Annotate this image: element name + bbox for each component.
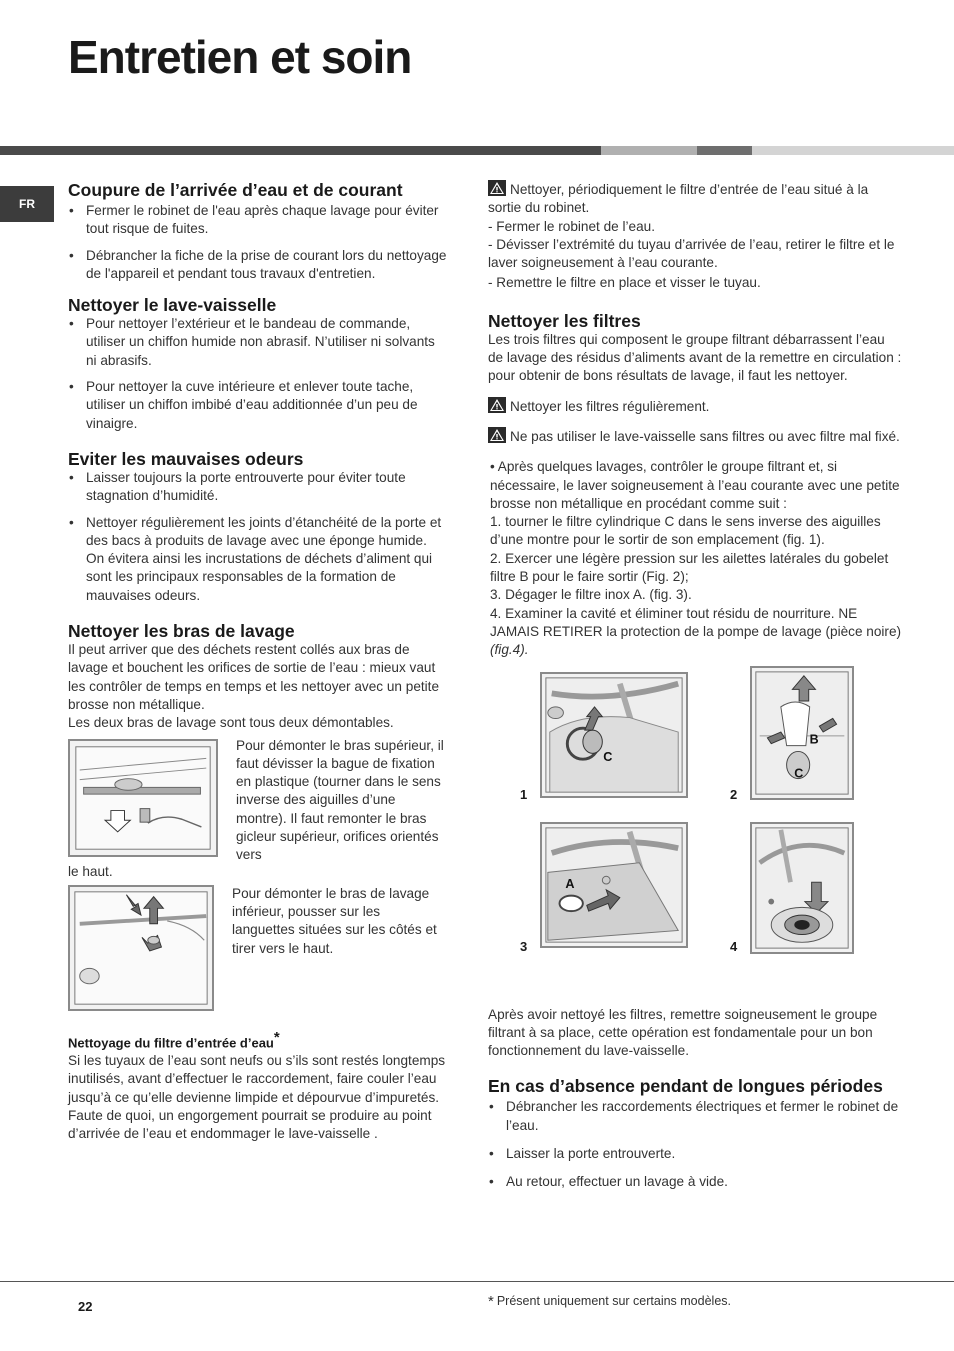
section-heading-clean-dishwasher: Nettoyer le lave-vaisselle [68, 295, 277, 316]
filter-figures [488, 672, 902, 972]
header-color-bar [0, 146, 954, 155]
section-heading-absence: En cas d’absence pendant de longues périodes [488, 1076, 883, 1097]
left-column [68, 180, 448, 1144]
section-heading-water-power: Coupure de l’arrivée d’eau et de courant [68, 180, 403, 200]
page-number: 22 [78, 1299, 93, 1314]
instruction-line: - Fermer le robinet de l’eau. [488, 218, 655, 234]
right-column [488, 180, 902, 1200]
figure-4 [750, 822, 854, 954]
paragraph: Si les tuyaux de l’eau sont neufs ou s’ils sont restés longtemps inutilisés, avant d’effectuer le raccordement, faire couler l’eau jusqu’à ce qu’elle devienne limpide et dépourvue d’impuretés. Faute de quoi, un engorgement pourrait se produire au point d’arrivée de l’eau et endommager le lave-vaisselle . [68, 1053, 446, 1142]
bullet-list [68, 202, 448, 283]
svg-text:A: A [565, 876, 575, 891]
list-item: • Fermer le robinet de l'eau après chaque lavage pour éviter tout risque de fuites. [68, 202, 448, 239]
section-heading-inlet-filter: Nettoyage du filtre d’entrée d’eau* [68, 1028, 280, 1051]
step: 3. Dégager le filtre inox A. (fig. 3). [490, 587, 692, 603]
footnote: * Présent uniquement sur certains modèles. [488, 1293, 731, 1310]
language-tab: FR [0, 186, 54, 222]
list-item: • Débrancher la fiche de la prise de courant lors du nettoyage de l'appareil et pendant tous travaux d'entretien. [68, 247, 448, 284]
filter-procedure [488, 458, 902, 659]
warning-icon [488, 180, 506, 196]
section-heading-spray-arms: Nettoyer les bras de lavage [68, 621, 295, 642]
svg-text:C: C [603, 749, 613, 764]
footer-divider [0, 1281, 954, 1282]
paragraph: Les deux bras de lavage sont tous deux démontables. [68, 715, 394, 731]
figure-1 [540, 672, 688, 798]
bullet-list [488, 1098, 902, 1191]
step: 1. tourner le filtre cylindrique C dans le sens inverse des aiguilles d’une montre pour le sortir de son emplacement (fig. 1). [490, 514, 881, 548]
paragraph: • Après quelques lavages, contrôler le groupe filtrant et, si nécessaire, le laver soigneusement à l’eau courante avec une petite brosse non métallique en procédant comme suit : [490, 459, 900, 511]
section-heading-filters: Nettoyer les filtres [488, 310, 641, 331]
lower-spray-arm-illustration [68, 885, 214, 1011]
list-item: • Débrancher les raccordements électriques et fermer le robinet de l’eau. [488, 1098, 902, 1135]
figure-2 [750, 666, 854, 800]
step: 2. Exercer une légère pression sur les ailettes latérales du gobelet filtre B pour le faire sortir (Fig. 2); [490, 550, 889, 585]
step: 4. Examiner la cavité et éliminer tout résidu de nourriture. NE JAMAIS RETIRER la protection de la pompe de lavage (pièce noire) (fig.4). [490, 605, 902, 658]
list-item: • Pour nettoyer la cuve intérieure et enlever toute tache, utiliser un chiffon imbibé d’eau additionnée d’un peu de vinaigre. [68, 378, 448, 433]
instruction-line: - Dévisser l’extrémité du tuyau d’arrivée de l’eau, retirer le filtre et le laver soigneusement à l’eau courante. [488, 236, 895, 271]
lower-arm-instructions: Pour démonter le bras de lavage inférieur, pousser sur les languettes situées sur les côtés et tirer vers le haut. [232, 885, 437, 956]
page-title: Entretien et soin [68, 31, 412, 83]
upper-arm-instructions-tail: le haut. [68, 863, 113, 879]
list-item: • Laisser la porte entrouverte. [488, 1145, 902, 1163]
list-item: • Nettoyer régulièrement les joints d’étanchéité de la porte et des bacs à produits de lavage avec une éponge humide. On évitera ainsi les incrustations de déchets d’aliment qui sont les principaux responsables de la formation de mauvaises odeurs. [68, 514, 448, 605]
upper-arm-instructions: Pour démonter le bras supérieur, il faut dévisser la bague de fixation en plastique (tourner dans le sens inverse des aiguilles d’une montre). Il faut remonter le bras gicleur supérieur, orifices orientés vers [236, 737, 444, 863]
section-heading-odours: Eviter les mauvaises odeurs [68, 448, 304, 469]
list-item: • Au retour, effectuer un lavage à vide. [488, 1173, 902, 1191]
warning-no-filters: Ne pas utiliser le lave-vaisselle sans filtres ou avec filtre mal fixé. [488, 427, 902, 446]
bullet-list [68, 315, 448, 433]
svg-text:B: B [809, 732, 819, 747]
warning-clean-filters: Nettoyer les filtres régulièrement. [488, 397, 902, 416]
figure-3 [540, 822, 688, 948]
paragraph: Les trois filtres qui composent le groupe filtrant débarrassent l’eau de lavage des résidus d’aliments avant de la remettre en circulation : pour obtenir de bons résultats de lavage, il faut les nettoyer. [488, 331, 902, 384]
list-item: • Laisser toujours la porte entrouverte pour éviter toute stagnation d’humidité. [68, 469, 448, 506]
bullet-list [68, 469, 448, 605]
warning-icon [488, 397, 506, 413]
paragraph: Après avoir nettoyé les filtres, remettre soigneusement le groupe filtrant à sa place, cette opération est fondamentale pour un bon fonctionnement du lave-vaisselle. [488, 1006, 878, 1059]
paragraph: Il peut arriver que des déchets restent collés aux bras de lavage et bouchent les orifices de sortie de l’eau : mieux vaut les contrôler de temps en temps et les nettoyer avec un petite brosse non métallique. [68, 642, 440, 712]
svg-text:C: C [794, 766, 804, 781]
upper-spray-arm-illustration [68, 739, 218, 857]
figure-number: 3 [520, 938, 528, 954]
instruction-line: - Remettre le filtre en place et visser le tuyau. [488, 275, 761, 291]
figure-number: 4 [730, 938, 738, 954]
list-item: • Pour nettoyer l’extérieur et le bandeau de commande, utiliser un chiffon humide non abrasif. N’utiliser ni solvants ni abrasifs. [68, 315, 448, 370]
warning-icon [488, 427, 506, 443]
figure-number: 2 [730, 786, 738, 802]
figure-number: 1 [520, 786, 528, 802]
warning-inlet-filter: Nettoyer, périodiquement le filtre d’entrée de l’eau situé à la sortie du robinet. [488, 182, 869, 216]
